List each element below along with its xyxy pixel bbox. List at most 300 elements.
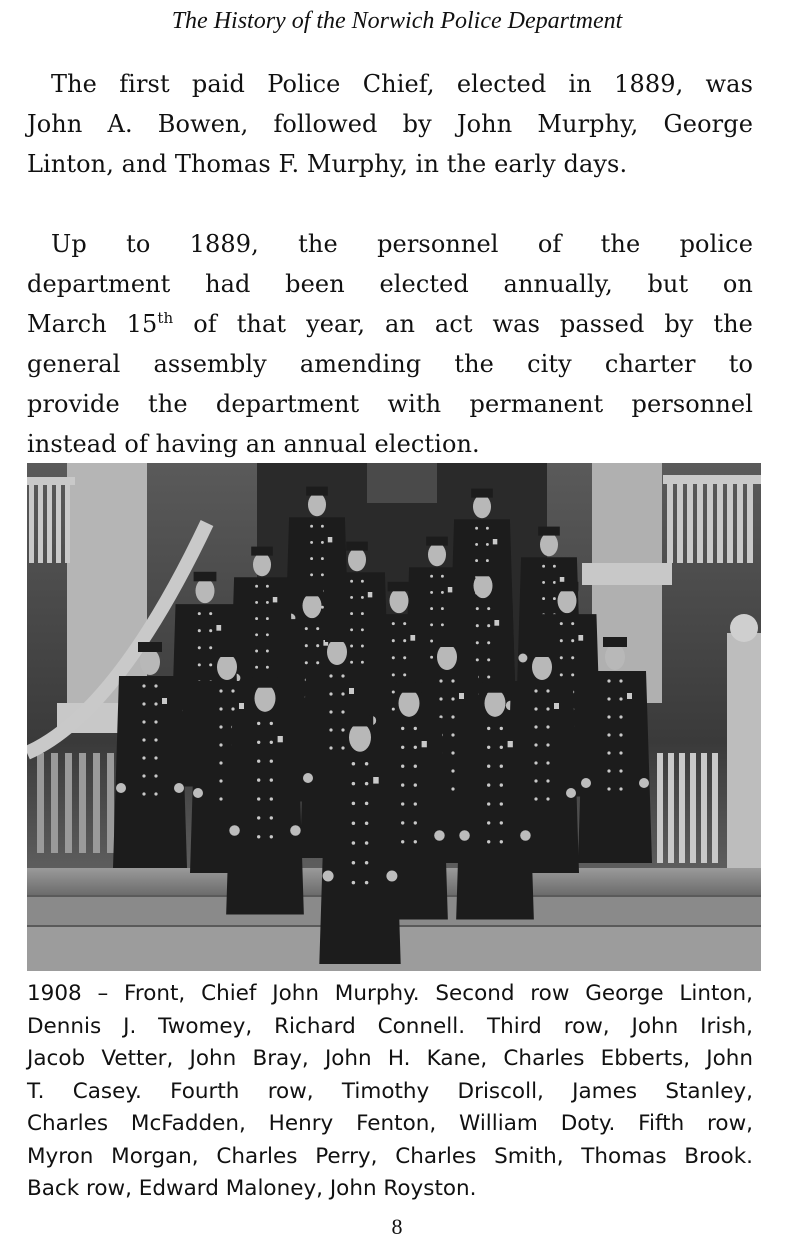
uniform-button	[198, 612, 201, 615]
uniform-button	[401, 840, 404, 843]
uniform-button	[553, 565, 556, 568]
uniform-button	[476, 658, 479, 661]
baluster	[677, 483, 683, 563]
uniform-button	[352, 802, 356, 806]
face	[253, 553, 271, 576]
uniform-button	[430, 575, 433, 578]
uniform-button	[365, 841, 369, 845]
uniform-button	[607, 751, 610, 754]
uniform-button	[414, 765, 417, 768]
uniform-button	[257, 778, 260, 781]
uniform-button	[255, 666, 258, 669]
balustrade-rail	[27, 477, 75, 485]
uniform-button	[316, 644, 319, 647]
uniform-button	[414, 727, 417, 730]
badge	[494, 620, 499, 626]
paragraph-line: general assembly amending the city charter to	[27, 350, 753, 378]
uniform-button	[619, 715, 622, 718]
face	[474, 573, 493, 598]
uniform-button	[154, 756, 157, 759]
paragraph-line: instead of having an annual election.	[27, 430, 480, 458]
caption-line: Dennis J. Twomey, Richard Connell. Third row, John Irish,	[27, 1013, 753, 1039]
baluster	[717, 483, 723, 563]
uniform-button	[255, 601, 258, 604]
uniform-button	[546, 743, 549, 746]
police-cap	[252, 677, 277, 688]
uniform-button	[392, 622, 395, 625]
police-cap	[530, 647, 554, 657]
uniform-button	[607, 733, 610, 736]
baluster	[29, 483, 34, 563]
uniform-button	[219, 797, 222, 800]
uniform-button	[257, 797, 260, 800]
uniform-button	[534, 779, 537, 782]
police-group-photo	[27, 463, 761, 971]
police-cap	[301, 587, 324, 597]
face	[327, 639, 347, 665]
uniform-button	[255, 617, 258, 620]
uniform-button	[219, 689, 222, 692]
uniform-button	[219, 707, 222, 710]
baluster	[51, 753, 58, 853]
uniform-button	[560, 673, 563, 676]
uniform-button	[441, 607, 444, 610]
police-cap	[603, 637, 627, 647]
face	[473, 495, 491, 518]
hand	[193, 788, 203, 798]
uniform-button	[305, 661, 308, 664]
uniform-button	[361, 661, 364, 664]
paragraph-line	[27, 304, 753, 344]
caption-line: Jacob Vetter, John Bray, John H. Kane, Charles Ebberts, John	[27, 1046, 753, 1071]
uniform-button	[414, 783, 417, 786]
uniform-button	[500, 727, 503, 730]
uniform-button	[451, 769, 454, 772]
face	[255, 685, 276, 712]
uniform-button	[219, 761, 222, 764]
baluster	[679, 753, 685, 863]
uniform-button	[619, 733, 622, 736]
uniform-button	[329, 692, 332, 695]
uniform-button	[500, 802, 503, 805]
page-number: 8	[391, 1214, 403, 1239]
uniform-button	[487, 675, 490, 678]
face	[428, 543, 446, 566]
badge	[578, 635, 583, 641]
face	[558, 588, 577, 613]
uniform-button	[542, 565, 545, 568]
uniform-button	[142, 792, 145, 795]
uniform-button	[486, 559, 489, 562]
uniform-button	[365, 802, 369, 806]
hand	[386, 871, 397, 882]
police-cap	[325, 632, 349, 642]
police-cap	[426, 537, 448, 546]
uniform-button	[305, 644, 308, 647]
uniform-button	[154, 702, 157, 705]
hand	[459, 830, 470, 841]
baluster	[697, 483, 703, 563]
uniform-button	[487, 607, 490, 610]
face	[217, 654, 237, 680]
uniform-button	[392, 708, 395, 711]
uniform-button	[310, 557, 313, 560]
uniform-button	[403, 639, 406, 642]
lamp-post	[727, 633, 761, 873]
uniform-button	[607, 787, 610, 790]
uniform-button	[607, 679, 610, 682]
uniform-button	[414, 840, 417, 843]
badge	[239, 703, 244, 709]
uniform-button	[392, 656, 395, 659]
caption-line: Charles McFadden, Henry Fenton, William Doty. Fifth row,	[27, 1111, 753, 1136]
uniform-coat	[578, 671, 652, 863]
uniform-button	[142, 720, 145, 723]
lamp-post-finial	[730, 614, 758, 642]
uniform-button	[487, 624, 490, 627]
uniform-button	[500, 765, 503, 768]
uniform-button	[475, 543, 478, 546]
photo-illustration	[27, 463, 761, 971]
uniform-button	[154, 774, 157, 777]
uniform-button	[219, 725, 222, 728]
baluster	[687, 483, 693, 563]
badge	[493, 539, 498, 544]
uniform-button	[266, 601, 269, 604]
uniform-button	[257, 835, 260, 838]
uniform-button	[142, 684, 145, 687]
uniform-button	[329, 746, 332, 749]
baluster	[747, 483, 753, 563]
baluster	[727, 483, 733, 563]
paragraph-personnel-act	[27, 224, 753, 464]
uniform-button	[266, 650, 269, 653]
uniform-button	[542, 597, 545, 600]
uniform-button	[607, 769, 610, 772]
uniform-button	[310, 541, 313, 544]
hand	[520, 830, 531, 841]
uniform-button	[321, 573, 324, 576]
uniform-button	[142, 756, 145, 759]
uniform-button	[266, 666, 269, 669]
uniform-button	[361, 645, 364, 648]
uniform-button	[476, 624, 479, 627]
face	[540, 533, 558, 556]
uniform-button	[430, 591, 433, 594]
uniform-button	[350, 645, 353, 648]
line-continuation: of that year, an act was passed by the	[173, 310, 753, 338]
hand	[174, 783, 184, 793]
hand	[229, 825, 240, 836]
uniform-button	[487, 765, 490, 768]
uniform-button	[154, 738, 157, 741]
uniform-button	[401, 783, 404, 786]
uniform-button	[352, 821, 356, 825]
hand	[290, 825, 301, 836]
uniform-button	[534, 689, 537, 692]
uniform-button	[414, 802, 417, 805]
police-cap	[471, 489, 493, 498]
hand	[303, 773, 313, 783]
uniform-button	[546, 761, 549, 764]
uniform-button	[365, 762, 369, 766]
uniform-coat	[456, 718, 534, 920]
uniform-button	[365, 861, 369, 865]
uniform-button	[352, 782, 356, 786]
uniform-button	[266, 617, 269, 620]
baluster	[707, 483, 713, 563]
uniform-button	[321, 541, 324, 544]
badge	[349, 688, 354, 694]
hand	[434, 830, 445, 841]
uniform-button	[341, 674, 344, 677]
uniform-button	[430, 656, 433, 659]
badge	[216, 625, 221, 631]
badge	[627, 693, 632, 699]
uniform-button	[270, 722, 273, 725]
uniform-button	[142, 702, 145, 705]
face	[308, 493, 326, 516]
uniform-button	[341, 692, 344, 695]
uniform-button	[546, 797, 549, 800]
uniform-button	[439, 679, 442, 682]
uniform-button	[546, 707, 549, 710]
uniform-button	[266, 633, 269, 636]
baluster	[701, 753, 707, 863]
caption-line: Back row, Edward Maloney, John Royston.	[27, 1176, 477, 1201]
uniform-button	[270, 741, 273, 744]
uniform-button	[500, 746, 503, 749]
uniform-button	[270, 816, 273, 819]
uniform-button	[619, 751, 622, 754]
uniform-button	[619, 787, 622, 790]
uniform-button	[198, 646, 201, 649]
uniform-button	[451, 733, 454, 736]
uniform-button	[476, 641, 479, 644]
badge	[410, 635, 415, 641]
face	[485, 690, 506, 717]
police-cap	[194, 572, 217, 582]
uniform-button	[500, 821, 503, 824]
uniform-button	[209, 612, 212, 615]
uniform-button	[487, 821, 490, 824]
hand	[518, 654, 527, 663]
police-cap	[346, 542, 368, 551]
uniform-button	[441, 575, 444, 578]
uniform-button	[451, 697, 454, 700]
uniform-button	[571, 622, 574, 625]
running-header: The History of the Norwich Police Department	[171, 8, 623, 34]
uniform-button	[546, 725, 549, 728]
uniform-button	[451, 679, 454, 682]
badge	[508, 741, 513, 747]
uniform-button	[403, 656, 406, 659]
baluster	[737, 483, 743, 563]
uniform-button	[441, 591, 444, 594]
caption-line: T. Casey. Fourth row, Timothy Driscoll, James Stanley,	[27, 1078, 753, 1104]
uniform-button	[607, 715, 610, 718]
uniform-button	[401, 727, 404, 730]
uniform-button	[270, 760, 273, 763]
balustrade-rail	[663, 475, 761, 484]
uniform-button	[392, 673, 395, 676]
uniform-button	[365, 782, 369, 786]
uniform-button	[571, 656, 574, 659]
uniform-button	[350, 661, 353, 664]
uniform-button	[500, 840, 503, 843]
uniform-button	[441, 623, 444, 626]
baluster	[690, 753, 696, 863]
paragraph-line: Linton, and Thomas F. Murphy, in the early days.	[27, 150, 628, 178]
uniform-button	[542, 581, 545, 584]
uniform-button	[392, 639, 395, 642]
caption-line: 1908 – Front, Chief John Murphy. Second row George Linton,	[27, 981, 753, 1006]
badge	[368, 592, 373, 597]
uniform-button	[198, 629, 201, 632]
baluster	[667, 483, 673, 563]
hand	[323, 871, 334, 882]
uniform-button	[403, 622, 406, 625]
uniform-button	[534, 743, 537, 746]
paragraph-line: department had been elected annually, but on	[27, 270, 753, 298]
uniform-button	[219, 779, 222, 782]
uniform-button	[257, 816, 260, 819]
uniform-button	[487, 658, 490, 661]
badge	[459, 693, 464, 699]
uniform-button	[231, 707, 234, 710]
face	[437, 644, 457, 670]
paragraph-line: provide the department with permanent personnel	[27, 390, 753, 418]
right-pillar-cap	[582, 563, 672, 585]
uniform-button	[451, 787, 454, 790]
face	[605, 644, 625, 670]
face	[196, 578, 215, 603]
uniform-button	[270, 797, 273, 800]
uniform-button	[439, 697, 442, 700]
uniform-button	[305, 627, 308, 630]
uniform-button	[401, 746, 404, 749]
uniform-button	[619, 679, 622, 682]
police-cap	[138, 642, 162, 652]
uniform-button	[257, 741, 260, 744]
uniform-button	[476, 607, 479, 610]
face	[140, 649, 160, 675]
uniform-button	[209, 629, 212, 632]
hand	[116, 783, 126, 793]
paragraph-line: Up to 1889, the personnel of the police	[51, 230, 753, 258]
baluster	[668, 753, 674, 863]
paragraph-line: The first paid Police Chief, elected in 1889, was	[51, 70, 753, 98]
uniform-button	[486, 543, 489, 546]
uniform-button	[392, 690, 395, 693]
uniform-coat	[319, 753, 400, 964]
uniform-button	[266, 585, 269, 588]
uniform-button	[414, 821, 417, 824]
baluster	[107, 753, 114, 853]
uniform-button	[401, 765, 404, 768]
uniform-button	[500, 783, 503, 786]
uniform-button	[329, 674, 332, 677]
uniform-button	[365, 881, 369, 885]
uniform-button	[546, 779, 549, 782]
badge	[162, 698, 167, 704]
uniform-button	[142, 738, 145, 741]
uniform-button	[209, 663, 212, 666]
uniform-button	[475, 527, 478, 530]
uniform-button	[571, 639, 574, 642]
police-cap	[347, 715, 373, 726]
uniform-button	[231, 689, 234, 692]
uniform-button	[316, 661, 319, 664]
uniform-button	[255, 585, 258, 588]
uniform-button	[352, 762, 356, 766]
uniform-button	[430, 607, 433, 610]
uniform-button	[607, 697, 610, 700]
hand	[566, 788, 576, 798]
police-cap	[556, 582, 579, 592]
uniform-button	[255, 650, 258, 653]
uniform-button	[487, 641, 490, 644]
uniform-button	[487, 746, 490, 749]
badge	[278, 736, 283, 742]
uniform-button	[352, 881, 356, 885]
uniform-button	[255, 633, 258, 636]
uniform-button	[414, 746, 417, 749]
uniform-button	[321, 557, 324, 560]
uniform-button	[352, 861, 356, 865]
uniform-button	[571, 673, 574, 676]
police-cap	[306, 487, 328, 496]
badge	[273, 597, 278, 602]
uniform-button	[401, 821, 404, 824]
uniform-button	[352, 841, 356, 845]
face	[532, 654, 552, 680]
uniform-button	[154, 684, 157, 687]
uniform-button	[451, 751, 454, 754]
baluster	[56, 483, 61, 563]
uniform-button	[560, 639, 563, 642]
uniform-button	[270, 835, 273, 838]
police-cap	[538, 527, 560, 536]
uniform-button	[329, 710, 332, 713]
uniform-button	[270, 778, 273, 781]
ordinal-suffix: th	[157, 309, 174, 327]
uniform-button	[154, 792, 157, 795]
uniform-button	[534, 797, 537, 800]
door-window	[367, 463, 437, 503]
caption-line: Myron Morgan, Charles Perry, Charles Smith, Thomas Brook.	[27, 1143, 753, 1169]
uniform-button	[487, 840, 490, 843]
uniform-button	[534, 707, 537, 710]
uniform-button	[401, 802, 404, 805]
badge	[373, 777, 379, 784]
uniform-button	[219, 743, 222, 746]
uniform-button	[142, 774, 145, 777]
baluster	[65, 753, 72, 853]
uniform-button	[321, 525, 324, 528]
uniform-button	[350, 612, 353, 615]
uniform-button	[619, 769, 622, 772]
baluster	[37, 753, 44, 853]
uniform-button	[198, 663, 201, 666]
badge	[328, 537, 333, 542]
baluster	[712, 753, 718, 863]
badge	[560, 577, 565, 582]
uniform-button	[310, 573, 313, 576]
hand	[639, 778, 649, 788]
face	[349, 723, 371, 752]
paragraph-first-police-chief	[27, 64, 753, 184]
